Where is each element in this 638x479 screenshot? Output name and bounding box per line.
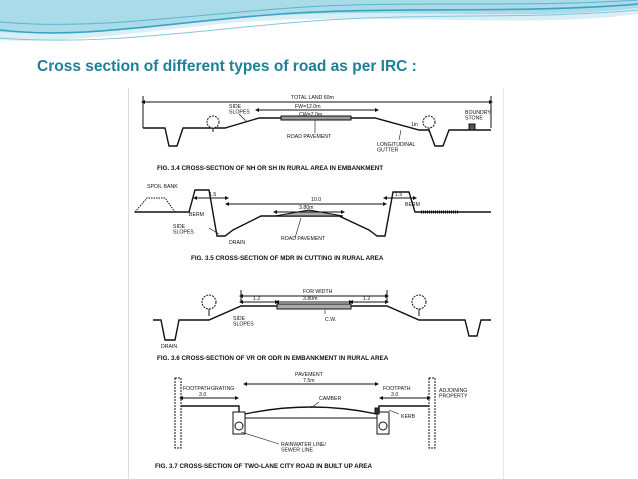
longitudinal-gutter-label: LONGITUDINAL GUTTER xyxy=(377,142,416,154)
slope-ratio-label: 1in xyxy=(411,122,418,128)
building-left-wall xyxy=(175,378,181,448)
tree-left-icon xyxy=(207,116,219,128)
tree-right-icon xyxy=(423,116,435,128)
fig-3-6-tree-left-icon xyxy=(202,295,216,309)
boundry-stone-label: BOUNDRY STONE xyxy=(465,110,491,122)
header-wave-decoration xyxy=(0,0,638,60)
fig-3-5-berm-right-label: BERM xyxy=(405,202,420,208)
fig-3-6-ground-profile xyxy=(153,306,491,340)
fig-3-4-road-pavement-label: ROAD PAVEMENT xyxy=(287,134,332,140)
fig-3-5-carriageway-label: 3.80m xyxy=(299,205,314,211)
fig-3-7-footpath-right-label: FOOTPATH xyxy=(383,386,411,392)
fig-3-7-drain-left xyxy=(233,412,245,434)
fig-3-7-pavement-label: PAVEMENT xyxy=(295,372,323,378)
building-right-wall xyxy=(429,378,435,448)
fig-3-5-berm-left-width: 1.5 xyxy=(209,192,217,198)
fig-3-6-pavement-layer xyxy=(277,304,351,309)
fig-3-7-footpath-left-width: 3.0 xyxy=(199,392,207,398)
adjoining-property-label: ADJOINING PROPERTY xyxy=(439,388,468,400)
fig-3-5-total-width-label: 10.0 xyxy=(311,197,322,203)
spoil-bank-mound xyxy=(135,198,175,212)
fig-3-7-footpath-right-width: 3.0 xyxy=(391,392,399,398)
fig-3-5-caption: FIG. 3.5 CROSS-SECTION OF MDR IN CUTTING IN RURAL AREA xyxy=(191,255,384,262)
kerb-label: KERB xyxy=(401,414,416,420)
fig-3-4-caption: FIG. 3.4 CROSS-SECTION OF NH OR SH IN RURAL AREA IN EMBANKMENT xyxy=(157,165,384,172)
fig-3-6-section xyxy=(153,290,491,340)
fig-3-5-road-pavement-label: ROAD PAVEMENT xyxy=(281,236,326,242)
fig-3-6-cw-label: C.W. xyxy=(325,317,337,323)
fig-3-7-caption: FIG. 3.7 CROSS-SECTION OF TWO-LANE CITY ROAD IN BUILT UP AREA xyxy=(155,463,373,470)
fig-3-7-footpath-left-label: FOOTPATH xyxy=(183,386,211,392)
total-land-label: TOTAL LAND 60m xyxy=(291,95,334,101)
fig-3-5-side-slopes-label: SIDE SLOPES xyxy=(173,224,194,236)
fig-3-4-side-slopes-label: SIDE SLOPES xyxy=(229,104,250,116)
spoil-bank-label: SPOIL BANK xyxy=(147,184,178,190)
road-cross-sections-figure xyxy=(128,88,504,479)
slide-title: Cross section of different types of road as per IRC : xyxy=(37,58,417,75)
fig-3-6-tree-right-icon xyxy=(412,295,426,309)
fig-3-7-drain-right xyxy=(377,412,389,434)
fig-3-6-shoulder-right-label: 1.2 xyxy=(363,296,371,302)
fig-3-6-caption: FIG. 3.6 CROSS-SECTION OF VR OR ODR IN EMBANKMENT IN RURAL AREA xyxy=(157,355,389,362)
fig-3-7-camber-curve xyxy=(245,407,377,414)
cw-label: CW=7.0m xyxy=(299,112,323,118)
fig-3-5-drain-label: DRAIN xyxy=(229,240,246,246)
fig-3-7-grating-label: GRATING xyxy=(211,386,235,392)
fig-3-6-shoulder-left-label: 1.2 xyxy=(253,296,261,302)
fw-label: FW=12.0m xyxy=(295,104,321,110)
kerb-marker xyxy=(375,408,379,414)
fig-3-7-pavement-width-label: 7.5m xyxy=(303,378,315,384)
fig-3-6-carriageway-label: 3.80m xyxy=(303,296,318,302)
boundry-stone-marker xyxy=(469,124,475,130)
fig-3-5-berm-left-label: BERM xyxy=(189,212,204,218)
fig-3-6-side-slopes-label: SIDE SLOPES xyxy=(233,316,254,328)
fig-3-4-ground-profile xyxy=(143,118,491,146)
fig-3-6-for-width-label: FOR WIDTH xyxy=(303,289,333,295)
fig-3-5-berm-right-width: 1.5 xyxy=(395,192,403,198)
fig-3-6-drain-label: DRAIN xyxy=(161,344,178,350)
cross-sections-drawing xyxy=(129,88,503,479)
rainwater-line-label: RAINWATER LINE/ SEWER LINE xyxy=(281,442,326,454)
fig-3-7-camber-label: CAMBER xyxy=(319,396,342,402)
